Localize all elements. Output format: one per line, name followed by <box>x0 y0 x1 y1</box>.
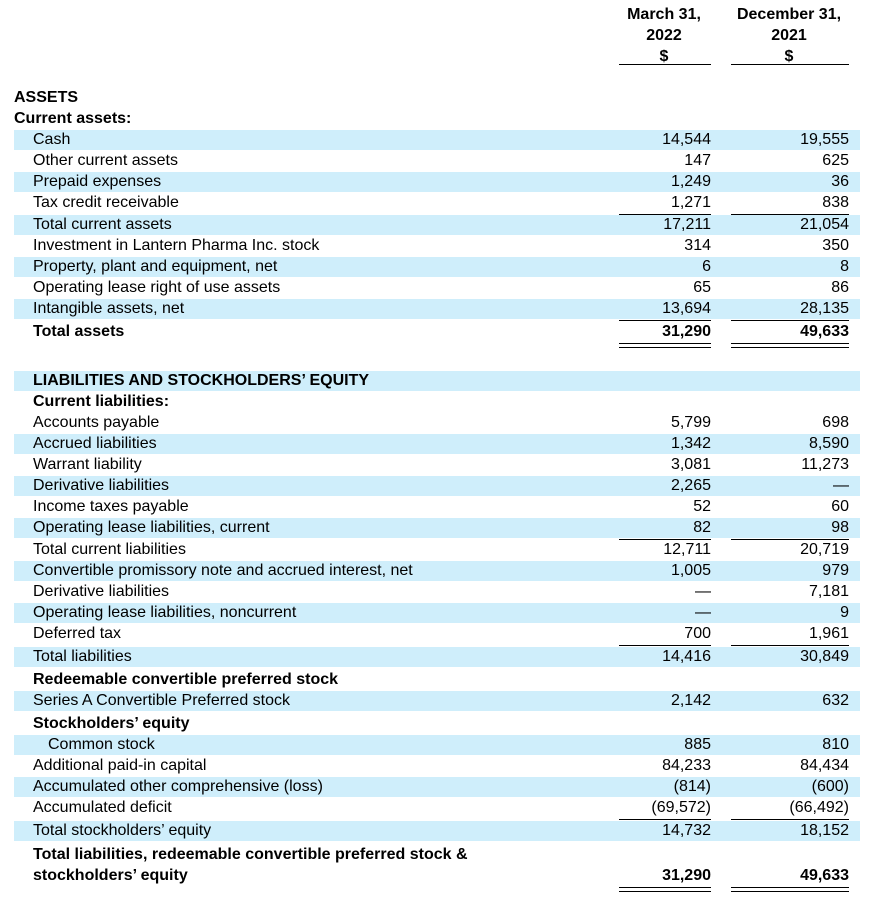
table-row <box>14 603 860 623</box>
value-march-2022: 147 <box>684 152 711 169</box>
column-header-line: 2021 <box>771 27 807 44</box>
column-header-december <box>727 4 851 67</box>
value-december-2021: 30,849 <box>800 648 849 665</box>
value-december-2021: 84,434 <box>800 757 849 774</box>
value-march-2022: 12,711 <box>663 541 711 558</box>
value-march-2022: 14,544 <box>662 131 711 148</box>
table-row <box>14 691 860 711</box>
subtotal-rule <box>731 320 849 321</box>
table-row <box>14 257 860 277</box>
table-row <box>14 413 860 433</box>
value-march-2022: 700 <box>684 625 711 642</box>
value-march-2022: 31,290 <box>662 323 711 340</box>
value-december-2021: 20,719 <box>800 541 849 558</box>
value-december-2021: 18,152 <box>800 822 849 839</box>
row-label: Additional paid-in capital <box>33 757 207 774</box>
column-header-line: $ <box>659 48 669 65</box>
table-row <box>14 497 860 517</box>
value-december-2021: (600) <box>811 778 849 795</box>
value-march-2022: (814) <box>673 778 711 795</box>
table-row <box>14 647 860 667</box>
subtotal-rule <box>731 645 849 646</box>
subtotal-rule <box>619 819 711 820</box>
row-label: Total current liabilities <box>33 541 186 558</box>
value-december-2021: 1,961 <box>808 625 849 642</box>
row-label: Operating lease right of use assets <box>33 279 281 296</box>
column-header-line: March 31, <box>627 6 701 23</box>
row-label: Total assets <box>33 323 125 340</box>
header-rule <box>619 64 711 65</box>
row-label: Operating lease liabilities, noncurrent <box>33 604 297 621</box>
subtotal-rule <box>731 819 849 820</box>
table-row <box>14 299 860 319</box>
table-row <box>14 215 860 235</box>
value-december-2021: 8 <box>840 258 849 275</box>
table-row <box>14 798 860 818</box>
row-label: Accumulated deficit <box>33 799 172 816</box>
value-december-2021: 86 <box>831 279 849 296</box>
table-row <box>14 236 860 256</box>
table-row <box>14 670 860 690</box>
table-row <box>14 322 860 342</box>
value-march-2022: — <box>695 583 711 600</box>
value-march-2022: 885 <box>684 736 711 753</box>
value-december-2021: 49,633 <box>800 867 849 884</box>
value-march-2022: (69,572) <box>651 799 711 816</box>
value-december-2021: 36 <box>831 173 849 190</box>
column-header-line: $ <box>784 48 794 65</box>
row-label: Total liabilities, redeemable convertible preferred stock & <box>33 846 468 863</box>
value-march-2022: 17,211 <box>663 216 711 233</box>
row-label: Income taxes payable <box>33 498 189 515</box>
value-march-2022: 52 <box>693 498 711 515</box>
value-december-2021: 698 <box>822 414 849 431</box>
table-row <box>14 756 860 776</box>
value-march-2022: 1,005 <box>670 562 711 579</box>
value-december-2021: 838 <box>822 194 849 211</box>
row-label: Total current assets <box>33 216 172 233</box>
table-row <box>14 278 860 298</box>
subtotal-rule <box>619 320 711 321</box>
row-label: Warrant liability <box>33 456 142 473</box>
table-row <box>14 193 860 213</box>
value-march-2022: 2,142 <box>670 692 711 709</box>
row-label: Redeemable convertible preferred stock <box>33 671 339 688</box>
value-march-2022: 14,416 <box>662 648 711 665</box>
value-december-2021: — <box>833 477 849 494</box>
value-march-2022: 5,799 <box>670 414 711 431</box>
total-double-rule <box>731 343 849 348</box>
value-march-2022: 84,233 <box>662 757 711 774</box>
table-row <box>14 540 860 560</box>
row-label: LIABILITIES AND STOCKHOLDERS’ EQUITY <box>33 372 370 389</box>
row-label: ASSETS <box>14 89 79 106</box>
row-label: Tax credit receivable <box>33 194 179 211</box>
value-march-2022: 82 <box>693 519 711 536</box>
table-row <box>14 109 860 129</box>
row-label: Total liabilities <box>33 648 132 665</box>
subtotal-rule <box>619 645 711 646</box>
value-december-2021: 632 <box>822 692 849 709</box>
value-december-2021: 98 <box>831 519 849 536</box>
table-row <box>14 777 860 797</box>
value-march-2022: 3,081 <box>670 456 711 473</box>
row-label: Total stockholders’ equity <box>33 822 212 839</box>
value-march-2022: 31,290 <box>662 867 711 884</box>
total-double-rule <box>619 887 711 892</box>
row-label: Intangible assets, net <box>33 300 185 317</box>
column-header-line: 2022 <box>646 27 682 44</box>
value-december-2021: 810 <box>822 736 849 753</box>
value-december-2021: 49,633 <box>800 323 849 340</box>
row-label: Common stock <box>48 736 155 753</box>
row-label: Deferred tax <box>33 625 122 642</box>
value-march-2022: 1,249 <box>670 173 711 190</box>
row-label: Accrued liabilities <box>33 435 157 452</box>
row-label: Derivative liabilities <box>33 583 170 600</box>
value-december-2021: 28,135 <box>800 300 849 317</box>
value-march-2022: 14,732 <box>662 822 711 839</box>
table-row <box>14 518 860 538</box>
table-row <box>14 735 860 755</box>
value-march-2022: 2,265 <box>670 477 711 494</box>
table-row <box>14 561 860 581</box>
value-december-2021: 625 <box>822 152 849 169</box>
header-rule <box>731 64 849 65</box>
table-row <box>14 371 860 391</box>
table-row <box>14 434 860 454</box>
row-label: Series A Convertible Preferred stock <box>33 692 291 709</box>
table-row <box>14 866 860 886</box>
value-march-2022: 13,694 <box>662 300 711 317</box>
total-double-rule <box>731 887 849 892</box>
table-row <box>14 845 860 865</box>
table-row <box>14 582 860 602</box>
column-header-line: December 31, <box>736 6 842 23</box>
value-december-2021: 350 <box>822 237 849 254</box>
row-label: Investment in Lantern Pharma Inc. stock <box>33 237 320 254</box>
value-december-2021: 21,054 <box>800 216 849 233</box>
row-label: Operating lease liabilities, current <box>33 519 270 536</box>
table-row <box>14 130 860 150</box>
column-header-march <box>616 4 712 67</box>
row-label: Accumulated other comprehensive (loss) <box>33 778 323 795</box>
value-december-2021: 11,273 <box>801 456 849 473</box>
value-december-2021: 60 <box>831 498 849 515</box>
row-label: stockholders’ equity <box>33 867 188 884</box>
row-label: Property, plant and equipment, net <box>33 258 278 275</box>
table-row <box>14 624 860 644</box>
value-december-2021: (66,492) <box>789 799 849 816</box>
row-label: Derivative liabilities <box>33 477 170 494</box>
table-row <box>14 821 860 841</box>
value-march-2022: 314 <box>684 237 711 254</box>
value-march-2022: 6 <box>702 258 711 275</box>
row-label: Stockholders’ equity <box>33 715 190 732</box>
value-december-2021: 9 <box>840 604 849 621</box>
value-december-2021: 19,555 <box>800 131 849 148</box>
table-row <box>14 455 860 475</box>
value-december-2021: 7,181 <box>808 583 849 600</box>
row-label: Other current assets <box>33 152 178 169</box>
table-row <box>14 476 860 496</box>
table-row <box>14 151 860 171</box>
row-label: Current assets: <box>14 110 132 127</box>
table-row <box>14 392 860 412</box>
value-march-2022: — <box>695 604 711 621</box>
value-december-2021: 979 <box>822 562 849 579</box>
row-label: Prepaid expenses <box>33 173 162 190</box>
value-march-2022: 65 <box>693 279 711 296</box>
value-march-2022: 1,271 <box>670 194 711 211</box>
value-march-2022: 1,342 <box>670 435 711 452</box>
table-row <box>14 714 860 734</box>
row-label: Accounts payable <box>33 414 160 431</box>
table-row <box>14 172 860 192</box>
row-label: Current liabilities: <box>33 393 170 410</box>
value-december-2021: 8,590 <box>808 435 849 452</box>
row-label: Cash <box>33 131 71 148</box>
total-double-rule <box>619 343 711 348</box>
row-label: Convertible promissory note and accrued interest, net <box>33 562 413 579</box>
table-row <box>14 88 860 108</box>
